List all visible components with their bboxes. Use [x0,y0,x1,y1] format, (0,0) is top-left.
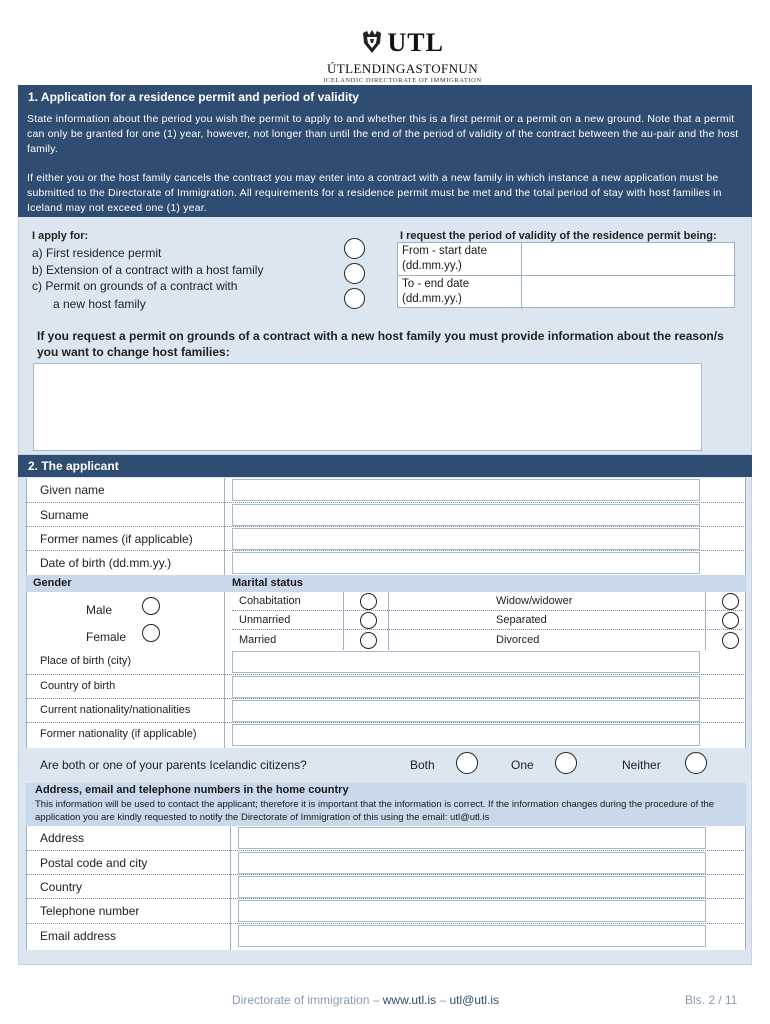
marital-cohabitation-label: Cohabitation [239,595,301,607]
crest-icon [361,29,383,58]
end-date-label-1: To - end date [402,278,470,290]
postal-code-label: Postal code and city [40,856,148,870]
reason-question: If you request a permit on grounds of a contract with a new host family you must provide information about the reason/s you want to change host families: [37,329,724,359]
marital-widow-label: Widow/widower [496,595,573,607]
radio-female[interactable] [142,624,160,642]
row-former-nationality [26,723,746,748]
footer-org: Directorate of immigration [232,993,370,1007]
country-label: Country [40,880,83,894]
marital-divider-2 [388,592,389,650]
given-name-input[interactable] [232,479,700,501]
reason-textarea[interactable] [33,363,702,451]
section1-title: 1. Application for a residence permit and period of validity [18,85,752,109]
country-input[interactable] [238,876,706,898]
marital-row-1 [232,592,742,611]
parents-both-label: Both [410,758,435,772]
parents-one-label: One [511,758,534,772]
gender-marital-header [26,575,746,592]
section1-intro [18,109,752,217]
given-name-label: Given name [40,483,105,497]
current-nationality-label: Current nationality/nationalities [40,704,191,716]
logo-short-name: UTL [387,28,444,57]
row-dob [26,551,746,575]
start-date-label [398,243,522,276]
footer-email: utl@utl.is [449,993,500,1007]
birth-col-divider [224,650,225,748]
address-col-divider [230,826,231,950]
address-label: Address [40,831,85,845]
row-address [26,826,746,851]
marital-married-label: Married [239,634,277,646]
start-date-label-2: (dd.mm.yy.) [402,260,462,272]
section2-title: 2. The applicant [18,455,752,477]
current-nationality-input[interactable] [232,700,700,722]
address-header [26,783,746,826]
row-surname [26,503,746,527]
apply-option-new-family: c) Permit on grounds of a contract with [32,279,238,293]
marital-unmarried-label: Unmarried [239,614,291,626]
place-of-birth-label: Place of birth (city) [40,655,132,667]
radio-extension[interactable] [344,263,365,284]
parents-question: Are both or one of your parents Icelandic citizens? [40,758,307,772]
row-country [26,875,746,899]
period-table [397,242,735,308]
marital-separated-label: Separated [496,614,547,626]
telephone-input[interactable] [238,900,706,922]
former-names-input[interactable] [232,528,700,550]
former-nationality-input[interactable] [232,724,700,746]
section1-intro-p1: State information about the period you wish the permit to apply to and whether this is a first permit or a permit on a new ground. Note that a permit can only be granted for one (1) year, however, not longer than until the end of the period of validity of the contract between the au-pair and the host family. [27,113,739,155]
place-of-birth-input[interactable] [232,651,700,673]
footer-web: www.utl.is [382,993,437,1007]
name-col-divider [224,478,225,575]
logo-full-name: ÚTLENDINGASTOFNUN [327,61,478,76]
row-telephone [26,899,746,924]
gender-col-divider [224,592,225,650]
start-date-label-1: From - start date [402,245,487,257]
section1-intro-p2: If either you or the host family cancels the contract you may enter into a contract with a new family in which instance a new application must be submitted to the Directorate of Immigration. All requirements for a residence permit must be met and the total period of stay with host families in Iceland may not exceed one (1) year. [27,172,722,214]
radio-unmarried[interactable] [360,612,377,629]
logo [320,28,485,84]
row-place-of-birth [26,650,746,675]
period-label: I request the period of validity of the residence permit being: [400,230,717,242]
row-current-nationality [26,699,746,723]
radio-parents-neither[interactable] [685,752,707,774]
footer-sep-1: – [372,993,380,1007]
email-label: Email address [40,929,117,943]
parents-neither-label: Neither [622,758,661,772]
gender-label: Gender [33,577,72,589]
country-of-birth-label: Country of birth [40,680,116,692]
surname-label: Surname [40,508,89,522]
footer-line [232,993,499,1007]
email-input[interactable] [238,925,706,947]
apply-option-extension: b) Extension of a contract with a host family [32,263,264,277]
gender-female-label: Female [86,630,127,644]
radio-male[interactable] [142,597,160,615]
end-date-input[interactable] [523,276,735,308]
end-date-label-2: (dd.mm.yy.) [402,293,462,305]
marital-divider-3 [705,592,706,650]
row-former-names [26,527,746,551]
footer-page-number: Bls. 2 / 11 [685,993,738,1007]
address-title: Address, email and telephone numbers in the home country [35,784,349,796]
start-date-input[interactable] [523,243,735,275]
radio-first-permit[interactable] [344,238,365,259]
apply-option-first: a) First residence permit [32,246,162,260]
marital-divider-1 [343,592,344,650]
dob-input[interactable] [232,552,700,574]
period-end-row [398,276,736,309]
postal-code-input[interactable] [238,852,706,874]
apply-for-label: I apply for: [32,230,89,242]
telephone-label: Telephone number [40,904,140,918]
radio-parents-one[interactable] [555,752,577,774]
radio-cohabitation[interactable] [360,593,377,610]
former-names-label: Former names (if applicable) [40,532,193,546]
footer-sep-2: – [439,993,447,1007]
marital-divorced-label: Divorced [496,634,540,646]
row-country-of-birth [26,675,746,699]
row-email [26,924,746,950]
gender-male-label: Male [86,603,113,617]
row-postal-code [26,851,746,875]
radio-widow[interactable] [722,593,739,610]
radio-married[interactable] [360,632,377,649]
country-of-birth-input[interactable] [232,676,700,698]
marital-label: Marital status [232,577,303,589]
address-info: This information will be used to contact the applicant; therefore it is important that the information is correct. If the information changes during the procedure of the application you are kindly requested to notify the Directorate of Immigration of this using the email: utl@utl.is [35,799,715,823]
logo-subtitle: ICELANDIC DIRECTORATE OF IMMIGRATION [323,77,482,84]
radio-separated[interactable] [722,612,739,629]
row-given-name [26,478,746,503]
apply-option-new-family-cont: a new host family [53,297,146,311]
end-date-label [398,276,522,309]
radio-parents-both[interactable] [456,752,478,774]
period-start-row [398,243,736,276]
marital-row-2 [232,611,742,630]
radio-divorced[interactable] [722,632,739,649]
surname-input[interactable] [232,504,700,526]
dob-label: Date of birth (dd.mm.yy.) [40,556,172,570]
former-nationality-label: Former nationality (if applicable) [40,728,197,740]
radio-new-family[interactable] [344,288,365,309]
address-input[interactable] [238,827,706,849]
